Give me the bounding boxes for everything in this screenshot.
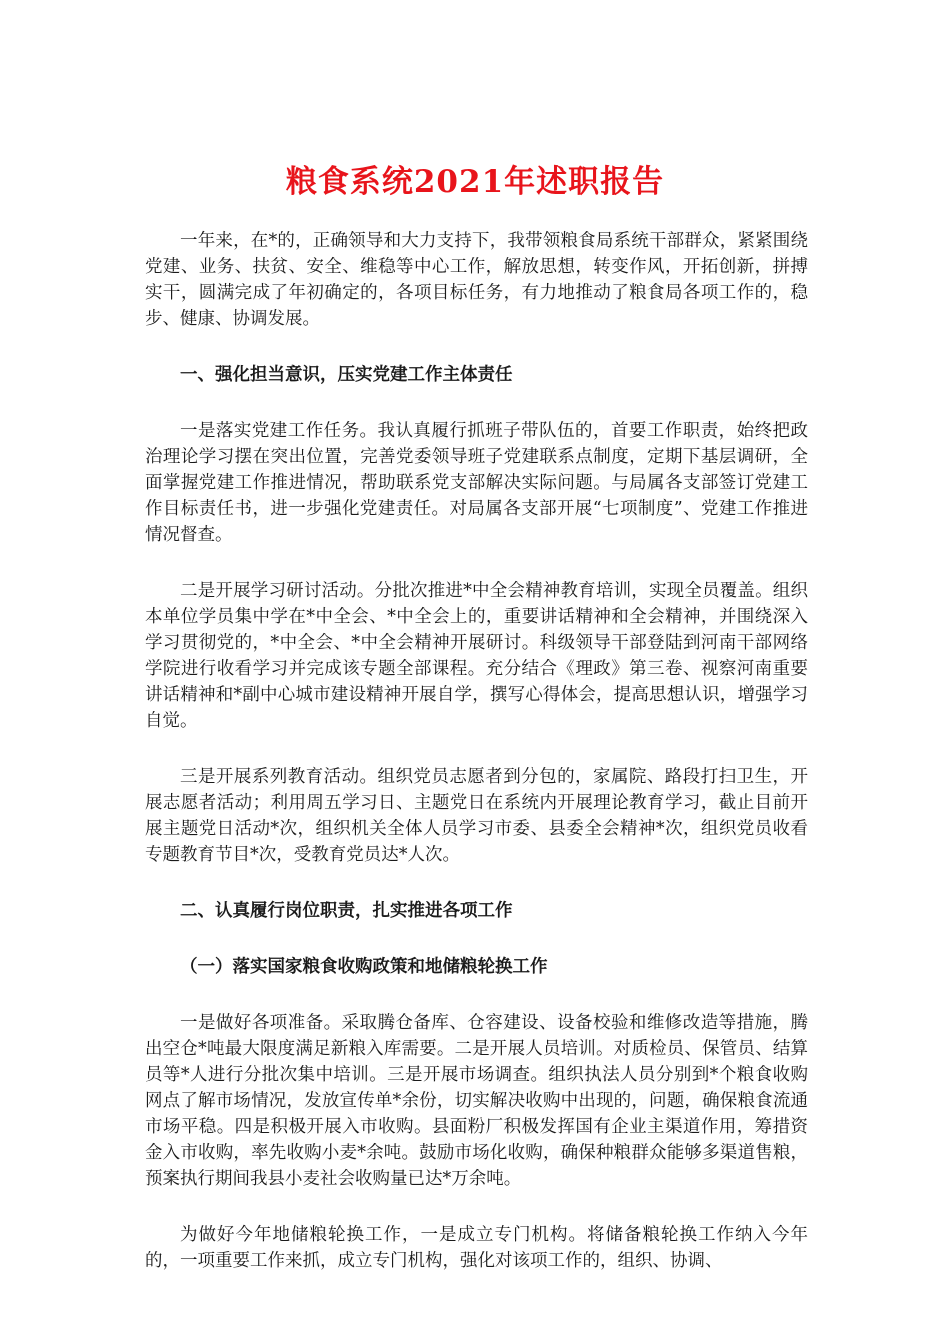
spacer xyxy=(145,980,808,1010)
section-2-paragraph-2: 为做好今年地储粮轮换工作，一是成立专门机构。将储备粮轮换工作纳入今年的，一项重要工作来抓，成立专门机构，强化对该项工作的，组织、协调、 xyxy=(145,1225,808,1271)
document-body xyxy=(145,228,808,1274)
spacer xyxy=(145,868,808,898)
spacer xyxy=(145,924,808,954)
intro-paragraph: 一年来，在*的，正确领导和大力支持下，我带领粮食局系统干部群众，紧紧围绕党建、业务、扶贫、安全、维稳等中心工作，解放思想，转变作风，开拓创新，拼搏实干，圆满完成了年初确定的，各项目标任务，有力地推动了粮食局各项工作的，稳步、健康、协调发展。 xyxy=(145,231,808,329)
section-2-paragraph-1: 一是做好各项准备。采取腾仓备库、仓容建设、设备校验和维修改造等措施，腾出空仓*吨最大限度满足新粮入库需要。二是开展人员培训。对质检员、保管员、结算员等*人进行分批次集中培训。三是开展市场调查。组织执法人员分别到*个粮食收购网点了解市场情况，发放宣传单*余份，切实解决收购中出现的，问题，确保粮食流通市场平稳。四是积极开展入市收购。县面粉厂积极发挥国有企业主渠道作用，筹措资金入市收购，率先收购小麦*余吨。鼓励市场化收购，确保种粮群众能够多渠道售粮，预案执行期间我县小麦社会收购量已达*万余吨。 xyxy=(145,1013,808,1189)
spacer xyxy=(145,332,808,362)
spacer xyxy=(145,388,808,418)
section-1-paragraph-2: 二是开展学习研讨活动。分批次推进*中全会精神教育培训，实现全员覆盖。组织本单位学员集中学在*中全会、*中全会上的，重要讲话精神和全会精神，并围绕深入学习贯彻党的，*中全会、*中全会精神开展研讨。科级领导干部登陆到河南干部网络学院进行收看学习并完成该专题全部课程。充分结合《理政》第三卷、视察河南重要讲话精神和*副中心城市建设精神开展自学，撰写心得体会，提高思想认识，增强学习自觉。 xyxy=(145,581,808,731)
section-2-subheading-1: （一）落实国家粮食收购政策和地储粮轮换工作 xyxy=(180,957,548,977)
section-1-paragraph-1: 一是落实党建工作任务。我认真履行抓班子带队伍的，首要工作职责，始终把政治理论学习摆在突出位置，完善党委领导班子党建联系点制度，定期下基层调研，全面掌握党建工作推进情况，帮助联系党支部解决实际问题。与局属各支部签订党建工作目标责任书，进一步强化党建责任。对局属各支部开展“七项制度”、党建工作推进情况督查。 xyxy=(145,421,808,545)
page-title: 粮食系统2021年述职报告 xyxy=(285,164,665,200)
spacer xyxy=(145,734,808,764)
spacer xyxy=(145,1192,808,1222)
section-1-paragraph-3: 三是开展系列教育活动。组织党员志愿者到分包的，家属院、路段打扫卫生，开展志愿者活动；利用周五学习日、主题党日在系统内开展理论教育学习，截止目前开展主题党日活动*次，组织机关全体人员学习市委、县委全会精神*次，组织党员收看专题教育节目*次，受教育党员达*人次。 xyxy=(145,767,808,865)
section-1-heading: 一、强化担当意识，压实党建工作主体责任 xyxy=(180,365,513,385)
spacer xyxy=(145,548,808,578)
section-2-heading: 二、认真履行岗位职责，扎实推进各项工作 xyxy=(180,901,513,921)
